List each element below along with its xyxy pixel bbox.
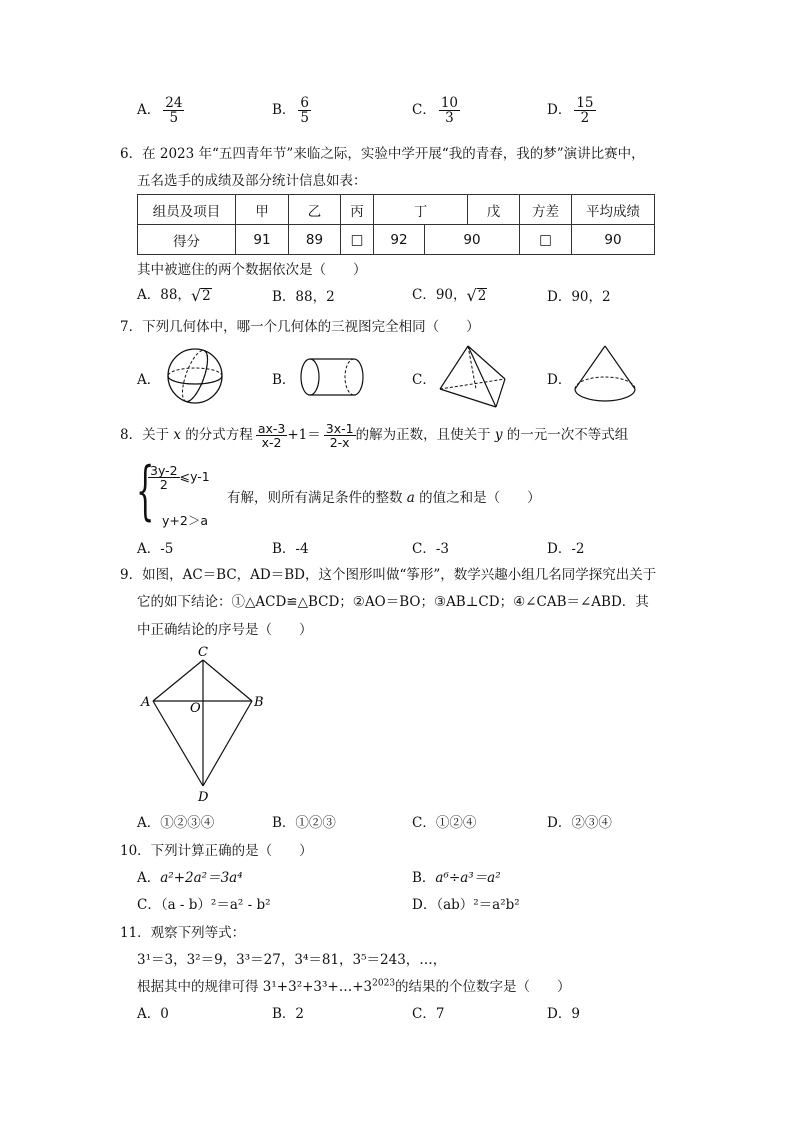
table-header-cell: 戊 (468, 195, 520, 225)
table-header-cell: 丁 (374, 195, 468, 225)
text: 根据其中的规律可得 3¹+3²+3³+…+3 (137, 979, 373, 995)
denominator: 5 (169, 110, 179, 127)
text: 8．关于 (120, 427, 174, 444)
table-cell: 92 (374, 225, 425, 255)
q11-option-b[interactable]: B．2 (272, 1006, 305, 1022)
text: ⩽y-1 (179, 469, 210, 485)
q7-option-b-label[interactable]: B． (272, 372, 296, 388)
q10-stem: 10．下列计算正确的是（ ） (120, 843, 313, 859)
q9-line2: 它的如下结论：①△ACD≌△BCD；②AO＝BO；③AB⊥CD；④∠CAB＝∠ABD．其 (137, 594, 649, 610)
var-x: x (173, 427, 182, 444)
fraction (163, 96, 184, 125)
table-cell: 89 (289, 225, 341, 255)
q10-option-c[interactable] (137, 893, 271, 913)
table-cell: 91 (236, 225, 289, 255)
q10-option-d[interactable] (412, 893, 520, 913)
table-header-cell: 组员及项目 (138, 195, 236, 225)
inequality-2: y+2＞a (162, 513, 208, 528)
text: 的值之和是（ ） (414, 490, 541, 506)
q11-powers: 3¹＝3，3²＝9，3³＝27，3⁴＝81，3⁵＝243，…， (137, 952, 447, 968)
q6-stem-line1: 6．在 2023 年“五四青年节”来临之际，实验中学开展“我的青春，我的梦”演讲比赛中， (120, 146, 645, 162)
numerator: ax-3 (257, 421, 286, 436)
vertex-label-o: O (190, 701, 201, 716)
sphere-icon[interactable] (164, 346, 228, 406)
text: 的结果的个位数字是（ ） (395, 979, 571, 995)
q9-option-c[interactable]: C．①②④ (412, 815, 477, 831)
fraction (256, 422, 288, 449)
q8-option-c[interactable]: C．-3 (412, 541, 449, 557)
text: 的解为正数，且使关于 (355, 427, 495, 444)
option-text: 90， (435, 287, 467, 303)
q5-option-a[interactable] (137, 96, 184, 125)
option-letter: C． (412, 287, 436, 303)
text: 有解，则所有满足条件的整数 (227, 490, 407, 506)
option-letter: C． (137, 897, 161, 913)
option-letter: B． (272, 289, 296, 305)
table-cell: 90 (425, 225, 520, 255)
numerator: 15 (576, 95, 594, 111)
text: 的一元一次不等式组 (502, 427, 629, 444)
table-header-cell: 甲 (236, 195, 289, 225)
table-header-row (138, 195, 655, 225)
q5-option-d[interactable] (547, 96, 596, 125)
q6-question: 其中被遮住的两个数据依次是（ ） (137, 262, 367, 278)
option-letter: A． (137, 102, 161, 119)
denominator: 5 (300, 110, 310, 127)
q8-stem (120, 422, 628, 449)
q5-option-b[interactable] (272, 96, 311, 125)
denominator: 2 (159, 477, 168, 493)
fraction (148, 464, 180, 491)
q7-option-c-label[interactable]: C． (412, 372, 436, 388)
option-letter: C． (412, 102, 436, 119)
fraction (574, 96, 595, 125)
table-row (138, 225, 655, 255)
option-text: a⁶÷a³＝a² (435, 870, 501, 886)
exponent: 2023 (372, 978, 396, 989)
vertex-label-a: A (141, 695, 151, 710)
q9-option-a[interactable]: A．①②③④ (137, 815, 215, 831)
q8-option-b[interactable]: B．-4 (272, 541, 309, 557)
numerator: 10 (440, 95, 459, 111)
q10-option-a[interactable] (137, 866, 243, 886)
fraction (298, 96, 311, 125)
vertex-label-c: C (198, 645, 208, 660)
option-letter: B． (272, 102, 296, 119)
q8-option-d[interactable]: D．-2 (547, 541, 585, 557)
table-header-cell: 丙 (341, 195, 374, 225)
option-letter: D． (412, 897, 437, 913)
radicand: 2 (202, 287, 211, 304)
q5-option-c[interactable] (412, 96, 460, 125)
table-cell: □ (520, 225, 572, 255)
kite-figure (135, 640, 275, 810)
vertex-label-b: B (254, 695, 264, 710)
numerator: 6 (300, 95, 310, 111)
option-text: 88，2 (295, 289, 335, 305)
q10-option-b[interactable] (412, 866, 501, 886)
denominator: 2 (580, 110, 590, 127)
q6-option-c[interactable] (412, 283, 487, 304)
text: 的分式方程 (181, 427, 253, 444)
q8-option-a[interactable]: A．-5 (137, 541, 174, 557)
table-header-cell: 方差 (520, 195, 572, 225)
sqrt: √ 2 (466, 285, 487, 305)
vertex-label-d: D (198, 790, 209, 805)
denominator: 3 (445, 110, 454, 127)
numerator: 24 (165, 95, 183, 111)
cylinder-icon[interactable] (298, 355, 368, 399)
q9-option-b[interactable]: B．①②③ (272, 815, 336, 831)
option-letter: B． (412, 870, 436, 886)
denominator: x-2 (261, 435, 282, 451)
q11-option-a[interactable]: A．0 (137, 1006, 169, 1022)
option-text: a²+2a²＝3a⁴ (160, 870, 243, 886)
q6-option-a[interactable] (137, 283, 212, 304)
inequality-1 (148, 464, 210, 491)
q7-option-a-label[interactable]: A． (137, 372, 161, 388)
denominator: 2-x (329, 435, 350, 451)
score-table (137, 194, 655, 255)
table-cell: □ (341, 225, 374, 255)
table-row-label: 得分 (138, 225, 236, 255)
option-text: 88， (160, 287, 191, 303)
option-letter: D． (547, 102, 572, 119)
fraction (324, 422, 356, 449)
option-letter: D． (547, 289, 572, 305)
q9-option-d[interactable]: D．②③④ (547, 815, 612, 831)
table-header-cell: 乙 (289, 195, 341, 225)
pyramid-icon[interactable] (436, 343, 508, 411)
q11-option-c[interactable]: C．7 (412, 1006, 445, 1022)
q11-stem: 11．观察下列等式： (120, 925, 246, 941)
brace-icon: { (136, 454, 155, 528)
sqrt: √ 2 (190, 285, 211, 305)
numerator: 3x-1 (325, 421, 354, 436)
option-letter: A． (137, 287, 161, 303)
fraction (439, 96, 460, 125)
q6-stem-line2: 五名选手的成绩及部分统计信息如表： (137, 173, 367, 189)
option-letter: A． (137, 870, 161, 886)
radicand: 2 (477, 287, 487, 304)
option-text: （ab）²＝a²b² (436, 897, 520, 913)
option-text: 90，2 (571, 289, 611, 305)
q11-question (137, 975, 571, 995)
var-a: a (406, 490, 415, 506)
q7-option-d-label[interactable]: D． (547, 372, 572, 388)
q11-option-d[interactable]: D．9 (547, 1006, 580, 1022)
text: +1＝ (287, 427, 321, 444)
q7-stem: 7．下列几何体中，哪一个几何体的三视图完全相同（ ） (120, 319, 480, 335)
q8-tail (227, 486, 541, 506)
table-header-cell: 平均成绩 (572, 195, 655, 225)
cone-icon[interactable] (572, 343, 638, 405)
table-cell: 90 (572, 225, 655, 255)
q9-line1: 9．如图，AC＝BC，AD＝BD，这个图形叫做“筝形”，数学兴趣小组几名同学探究出关于 (120, 567, 657, 583)
q6-option-b[interactable] (272, 285, 335, 305)
option-text: （a - b）²＝a² - b² (160, 897, 271, 913)
q6-option-d[interactable] (547, 285, 611, 305)
q9-line3: 中正确结论的序号是（ ） (137, 622, 313, 638)
numerator: 3y-2 (150, 463, 178, 478)
var-y: y (494, 427, 503, 444)
